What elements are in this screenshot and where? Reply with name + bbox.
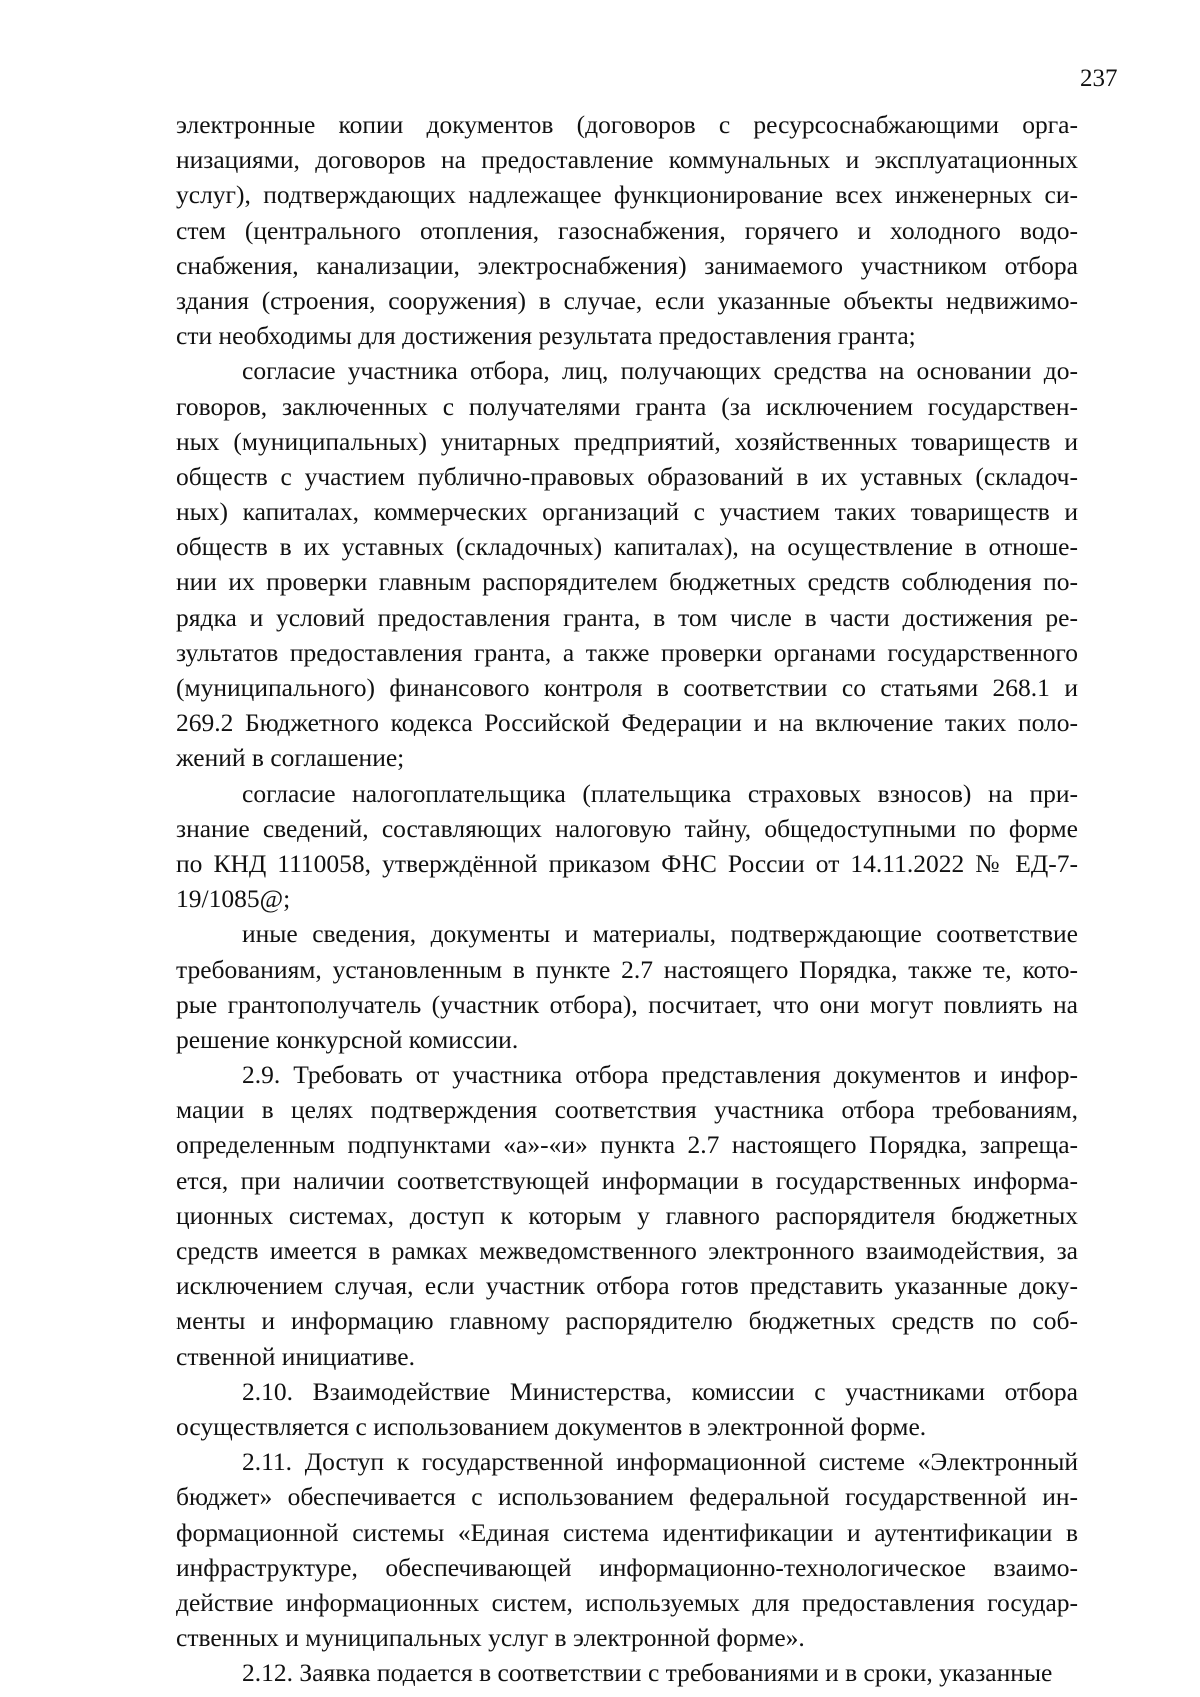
text-line: формационной системы «Единая система идентификации и аутентификации в — [176, 1517, 1078, 1547]
text-line: средств имеется в рамках межведомственного электронного взаимодействия, за — [176, 1236, 1078, 1265]
paragraph — [176, 353, 1078, 775]
text-line: по КНД 1110058, утверждённой приказом ФНС России от 14.11.2022 № ЕД-7- — [176, 848, 1078, 878]
text-line: исключением случая, если участник отбора готов представить указанные доку- — [176, 1271, 1078, 1301]
text-line: снабжения, канализации, электроснабжения) занимаемого участником отбора — [176, 250, 1078, 280]
paragraph — [176, 1057, 1078, 1374]
text-line: рые грантополучатель (участник отбора), посчитает, что они могут повлиять на — [176, 989, 1078, 1019]
text-line: мации в целях подтверждения соответствия участника отбора требованиям, — [176, 1095, 1078, 1125]
text-line: зультатов предоставления гранта, а также проверки органами государственного — [176, 637, 1078, 667]
text-line: 2.12. Заявка подается в соответствии с требованиями и в сроки, указанные — [242, 1658, 1053, 1688]
text-line: нии их проверки главным распорядителем бюджетных средств соблюдения по- — [176, 567, 1078, 597]
text-line: требованиям, установленным в пункте 2.7 настоящего Порядка, также те, кото- — [176, 954, 1078, 984]
text-line: ных (муниципальных) унитарных предприятий, хозяйственных товариществ и — [176, 426, 1078, 456]
text-line: знание сведений, составляющих налоговую тайну, общедоступными по форме — [176, 813, 1078, 843]
paragraph — [176, 107, 1078, 353]
text-line: менты и информацию главному распорядителю бюджетных средств по соб- — [176, 1306, 1078, 1336]
text-line: согласие участника отбора, лиц, получающих средства на основании до- — [242, 356, 1078, 386]
text-line: сти необходимы для достижения результата предоставления гранта; — [176, 321, 916, 351]
text-line: 2.9. Требовать от участника отбора представления документов и инфор- — [242, 1060, 1078, 1090]
text-line: услуг), подтверждающих надлежащее функционирование всех инженерных си- — [176, 180, 1078, 210]
text-line: (муниципального) финансового контроля в соответствии со статьями 268.1 и — [176, 673, 1078, 702]
page-number: 237 — [1080, 65, 1118, 92]
text-line: обществ с участием публично-правовых образований в их уставных (складоч- — [176, 461, 1078, 491]
text-line: ственных и муниципальных услуг в электронной форме». — [176, 1623, 805, 1653]
paragraph — [176, 1655, 1078, 1690]
text-line: согласие налогоплательщика (плательщика страховых взносов) на при- — [242, 778, 1078, 808]
text-line: 19/1085@; — [176, 884, 291, 914]
paragraph — [176, 916, 1078, 1057]
text-line: ственной инициативе. — [176, 1341, 416, 1371]
text-line: действие информационных систем, используемых для предоставления государ- — [176, 1587, 1078, 1617]
text-line: иные сведения, документы и материалы, подтверждающие соответствие — [242, 919, 1078, 949]
text-line: электронные копии документов (договоров с ресурсоснабжающими орга- — [176, 110, 1078, 139]
text-line: определенным подпунктами «а»-«и» пункта 2.7 настоящего Порядка, запреща- — [176, 1130, 1078, 1160]
text-line: стем (центрального отопления, газоснабжения, горячего и холодного водо- — [176, 215, 1078, 245]
document-body — [176, 107, 1078, 1690]
text-line: здания (строения, сооружения) в случае, если указанные объекты недвижимо- — [176, 285, 1078, 315]
text-line: жений в соглашение; — [176, 743, 405, 773]
text-line: инфраструктуре, обеспечивающей информационно-технологическое взаимо- — [176, 1552, 1078, 1582]
text-line: 2.11. Доступ к государственной информационной системе «Электронный — [242, 1447, 1078, 1477]
text-line: рядка и условий предоставления гранта, в том числе в части достижения ре- — [176, 602, 1078, 632]
text-line: 2.10. Взаимодействие Министерства, комиссии с участниками отбора — [242, 1376, 1078, 1406]
text-line: решение конкурсной комиссии. — [176, 1024, 519, 1054]
text-line: ционных системах, доступ к которым у главного распорядителя бюджетных — [176, 1200, 1078, 1230]
text-line: ется, при наличии соответствующей информации в государственных информа- — [176, 1165, 1078, 1195]
text-line: обществ в их уставных (складочных) капиталах), на осуществление в отноше- — [176, 532, 1078, 562]
text-line: говоров, заключенных с получателями гранта (за исключением государствен- — [176, 391, 1078, 421]
text-line: низациями, договоров на предоставление коммунальных и эксплуатационных — [176, 145, 1078, 175]
text-line: ных) капиталах, коммерческих организаций с участием таких товариществ и — [176, 497, 1078, 527]
paragraph — [176, 776, 1078, 917]
paragraph — [176, 1444, 1078, 1655]
text-line: бюджет» обеспечивается с использованием федеральной государственной ин- — [176, 1482, 1078, 1512]
paragraph — [176, 1374, 1078, 1444]
text-line: осуществляется с использованием документов в электронной форме. — [176, 1411, 927, 1441]
text-line: 269.2 Бюджетного кодекса Российской Федерации и на включение таких поло- — [176, 708, 1078, 738]
